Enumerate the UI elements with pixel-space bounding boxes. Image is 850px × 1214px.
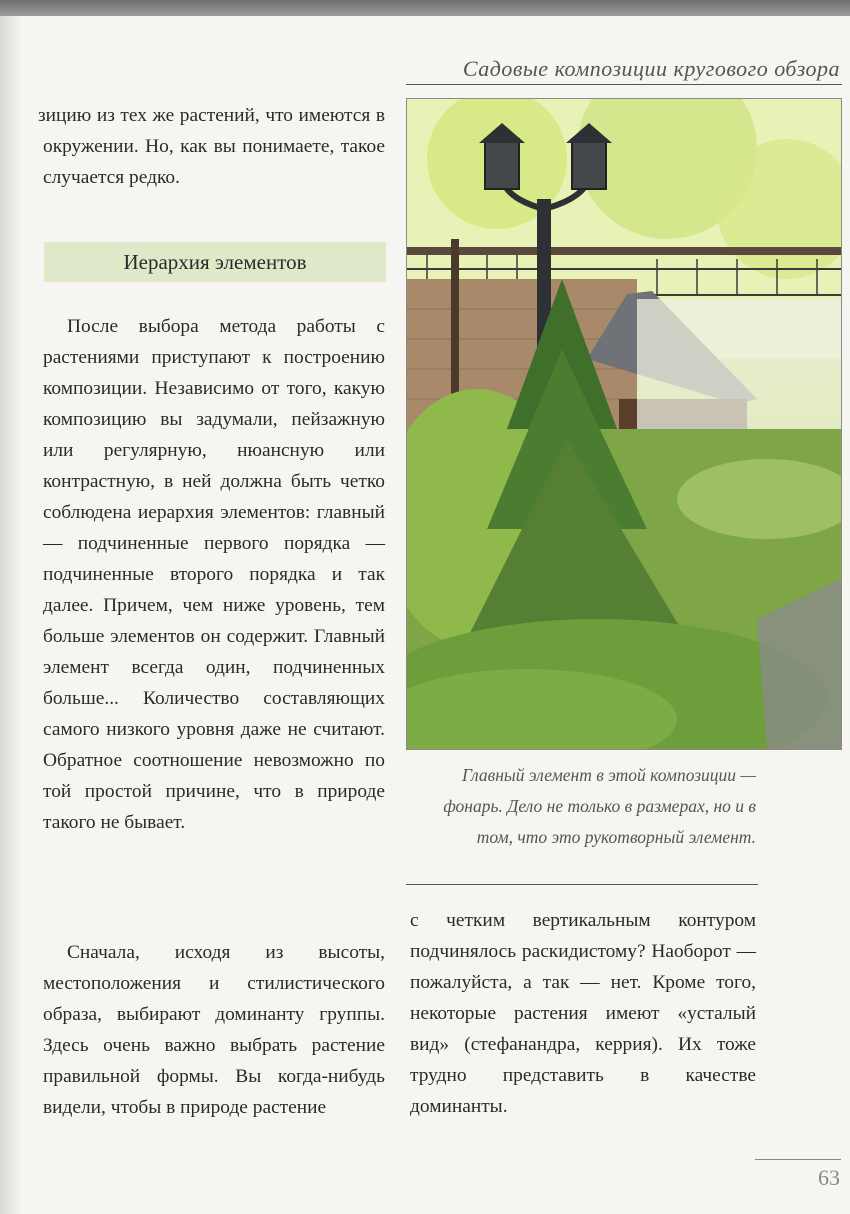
page-number-rule: [755, 1159, 841, 1160]
garden-lantern-illustration: [407, 99, 841, 749]
photo-caption: Главный элемент в этой композиции — фонарь. Дело не только в размерах, но и в том, что это рукотворный элемент.: [443, 765, 756, 847]
paragraph-right-column: [410, 905, 756, 1122]
running-head-rule: [406, 84, 842, 85]
paragraph-text: После выбора метода работы с растениями приступают к построению композиции. Независимо от того, какую композицию вы задумали, пейзажную или регулярную, нюансную или контрастную, в ней должна быть четко соблюдена иерархия элементов: главный — подчиненные первого порядка — подчиненные второго порядка и так далее. Причем, чем ниже уровень, тем больше элементов он содержит. Главный элемент всегда один, подчиненных больше... Количество составляющих самого низкого уровня даже не считают. Обратное соотношение невозможно по той простой причине, что в природе такого не бывает.: [43, 316, 385, 833]
paragraph-dominant: [43, 937, 385, 1123]
scan-top-edge: [0, 0, 850, 16]
section-heading: Иерархия элементов: [44, 242, 386, 282]
page-number: 63: [818, 1165, 840, 1190]
paragraph-hierarchy: [43, 311, 385, 838]
paragraph-text: зицию из тех же растений, что имеются в окружении. Но, как вы понимаете, такое случается редко.: [38, 105, 385, 188]
paragraph-continued: [38, 100, 385, 193]
paragraph-text: с четким вертикальным контуром подчинялось раскидистому? Наоборот — пожалуйста, а так — нет. Кроме того, некоторые растения имеют «усталый вид» (стефанандра, керрия). Их тоже трудно представить в качестве доминанты.: [410, 910, 756, 1117]
running-head: Садовые композиции кругового обзора: [462, 56, 840, 81]
garden-photo: [406, 98, 842, 750]
page-gutter-shadow: [0, 16, 22, 1214]
caption-rule: [406, 884, 758, 885]
paragraph-text: Сначала, исходя из высоты, местоположения и стилистического образа, выбирают доминанту группы. Здесь очень важно выбрать растение правильной формы. Вы когда-нибудь видели, чтобы в природе растение: [43, 942, 385, 1118]
